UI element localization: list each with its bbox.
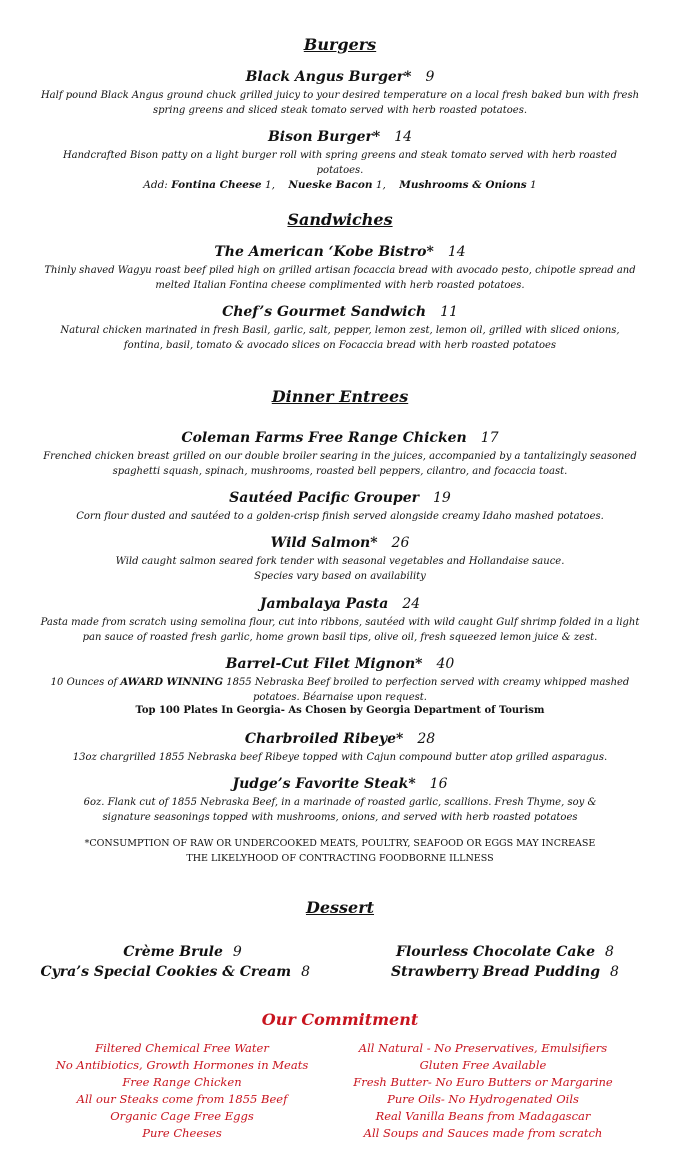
item-description — [40, 675, 640, 705]
commitment-item: Gluten Free Available — [419, 1058, 547, 1072]
dessert-item-creme-brule — [0, 944, 340, 960]
warning-line: THE LIKELYHOOD OF CONTRACTING FOODBORNE ILLNESS — [186, 853, 494, 864]
menu-item-pacific-grouper — [40, 487, 640, 524]
item-name: Barrel-Cut Filet Mignon* — [225, 656, 423, 672]
section-title-sandwiches: Sandwiches — [287, 210, 393, 229]
item-price: 24 — [402, 596, 421, 612]
warning-line: *CONSUMPTION OF RAW OR UNDERCOOKED MEATS, POULTRY, SEAFOOD OR EGGS MAY INCREASE — [84, 838, 596, 849]
menu-item-chefs-gourmet-sandwich — [40, 301, 640, 353]
section-title-dinner-entrees: Dinner Entrees — [271, 387, 409, 406]
item-name: Coleman Farms Free Range Chicken — [181, 430, 467, 446]
dessert-name: Flourless Chocolate Cake — [396, 944, 596, 960]
item-name: Bison Burger* — [267, 129, 381, 145]
menu-item-wild-salmon — [40, 532, 640, 584]
addon-name: Mushrooms & Onions — [399, 179, 527, 191]
menu-item-american-kobe-bistro — [40, 241, 640, 293]
item-name: Sautéed Pacific Grouper — [229, 490, 420, 506]
addon-prefix: Add: — [143, 179, 168, 191]
item-name: Wild Salmon* — [270, 535, 378, 551]
commitment-item: All our Steaks come from 1855 Beef — [76, 1092, 288, 1106]
award-text: AWARD WINNING — [120, 677, 224, 688]
consumption-warning — [40, 836, 640, 866]
item-price: 16 — [429, 776, 448, 792]
menu-item-jambalaya-pasta — [40, 593, 640, 645]
addon-price: 1, — [264, 179, 275, 191]
section-title-dessert: Dessert — [305, 898, 375, 917]
dessert-price: 8 — [610, 964, 619, 980]
section-title-burgers: Burgers — [303, 35, 377, 54]
desc-part: 1855 Nebraska Beef broiled to perfection served with creamy whipped mashed potatoes. Béarnaise upon request. — [226, 677, 630, 703]
commitment-item: Fresh Butter- No Euro Butters or Margarine — [353, 1075, 613, 1089]
commitment-item: No Antibiotics, Growth Hormones in Meats — [55, 1058, 309, 1072]
item-description: Frenched chicken breast grilled on our double broiler searing in the juices, accompanied by a tantalizingly seasoned spaghetti squash, spinach, mushrooms, roasted bell peppers, cilantro, and focaccia toast. — [43, 451, 637, 477]
commitment-list-right — [323, 1040, 643, 1142]
commitment-item: Filtered Chemical Free Water — [95, 1041, 269, 1055]
item-description: Half pound Black Angus ground chuck grilled juicy to your desired temperature on a local fresh baked bun with fresh spring greens and sliced steak tomato served with herb roasted potatoes. — [40, 90, 640, 116]
item-description: 13oz chargrilled 1855 Nebraska beef Ribeye topped with Cajun compound butter atop grilled asparagus. — [72, 752, 608, 763]
item-name: The American ‘Kobe Bistro* — [214, 244, 434, 260]
menu-item-black-angus-burger — [40, 66, 640, 118]
menu-item-free-range-chicken — [40, 427, 640, 479]
item-description: Handcrafted Bison patty on a light burger roll with spring greens and steak tomato served with herb roasted potatoes. — [62, 150, 618, 176]
addon-price: 1, — [375, 179, 386, 191]
item-price: 40 — [436, 656, 455, 672]
item-description: 6oz. Flank cut of 1855 Nebraska Beef, in a marinade of roasted garlic, scallions. Fresh Thyme, soy & signature seasonings topped with mushrooms, onions, and served with herb roasted potatoes — [83, 797, 597, 823]
commitment-item: Pure Cheeses — [142, 1126, 222, 1140]
item-description: Wild caught salmon seared fork tender with seasonal vegetables and Hollandaise sauce. — [115, 556, 565, 567]
dessert-name: Strawberry Bread Pudding — [391, 964, 601, 980]
menu-item-judges-favorite-steak — [40, 773, 640, 825]
commitment-item: Organic Cage Free Eggs — [110, 1109, 254, 1123]
addon-name: Nueske Bacon — [288, 179, 373, 191]
commitment-list-left — [22, 1040, 342, 1142]
item-name: Jambalaya Pasta — [259, 596, 389, 612]
commitment-item: All Natural - No Preservatives, Emulsifiers — [358, 1041, 608, 1055]
menu-item-filet-mignon — [40, 653, 640, 716]
menu-item-charbroiled-ribeye — [40, 728, 640, 765]
addon-name: Fontina Cheese — [171, 179, 262, 191]
dessert-item-bread-pudding — [340, 964, 680, 980]
dessert-price: 8 — [301, 964, 310, 980]
item-price: 17 — [480, 430, 499, 446]
item-description: Corn flour dusted and sautéed to a golden-crisp finish served alongside creamy Idaho mashed potatoes. — [76, 511, 604, 522]
item-description: Pasta made from scratch using semolina flour, cut into ribbons, sautéed with wild caught Gulf shrimp folded in a light pan sauce of roasted fresh garlic, home grown basil tips, olive oil, fresh squeezed lemon juice & zest. — [40, 617, 640, 643]
dessert-item-cookies-cream — [0, 964, 340, 980]
commitment-title: Our Commitment — [261, 1010, 419, 1029]
commitment-item: Pure Oils- No Hydrogenated Oils — [387, 1092, 579, 1106]
item-price: 28 — [417, 731, 436, 747]
dessert-price: 8 — [605, 944, 614, 960]
item-price: 19 — [433, 490, 451, 506]
commitment-item: Free Range Chicken — [122, 1075, 242, 1089]
item-name: Chef’s Gourmet Sandwich — [222, 304, 427, 320]
addon-price: 1 — [530, 179, 537, 191]
item-name: Black Angus Burger* — [245, 69, 412, 85]
item-availability-note: Species vary based on availability — [254, 571, 426, 582]
menu-item-bison-burger — [40, 126, 640, 191]
dessert-name: Cyra’s Special Cookies & Cream — [40, 964, 292, 980]
item-description: Natural chicken marinated in fresh Basil, garlic, salt, pepper, lemon zest, lemon oil, grilled with sliced onions, fontina, basil, tomato & avocado slices on Focaccia bread with herb roasted potatoes — [60, 325, 620, 351]
dessert-price: 9 — [232, 944, 242, 960]
item-name: Charbroiled Ribeye* — [244, 731, 404, 747]
item-description: Thinly shaved Wagyu roast beef piled high on grilled artisan focaccia bread with avocado pesto, chipotle spread and melted Italian Fontina cheese complimented with herb roasted potatoes. — [44, 265, 636, 291]
item-price: 26 — [391, 535, 410, 551]
item-price: 14 — [394, 129, 413, 145]
desc-part: 10 Ounces of — [50, 677, 118, 688]
item-price: 11 — [440, 304, 458, 320]
item-name: Judge’s Favorite Steak* — [232, 776, 416, 792]
dessert-name: Crème Brule — [123, 944, 223, 960]
burger-addons — [40, 179, 640, 191]
commitment-item: All Soups and Sauces made from scratch — [363, 1126, 603, 1140]
item-price: 14 — [447, 244, 466, 260]
commitment-item: Real Vanilla Beans from Madagascar — [375, 1109, 591, 1123]
dessert-item-flourless-cake — [340, 944, 680, 960]
award-note: Top 100 Plates In Georgia- As Chosen by Georgia Department of Tourism — [135, 705, 545, 716]
item-price: 9 — [425, 69, 435, 85]
